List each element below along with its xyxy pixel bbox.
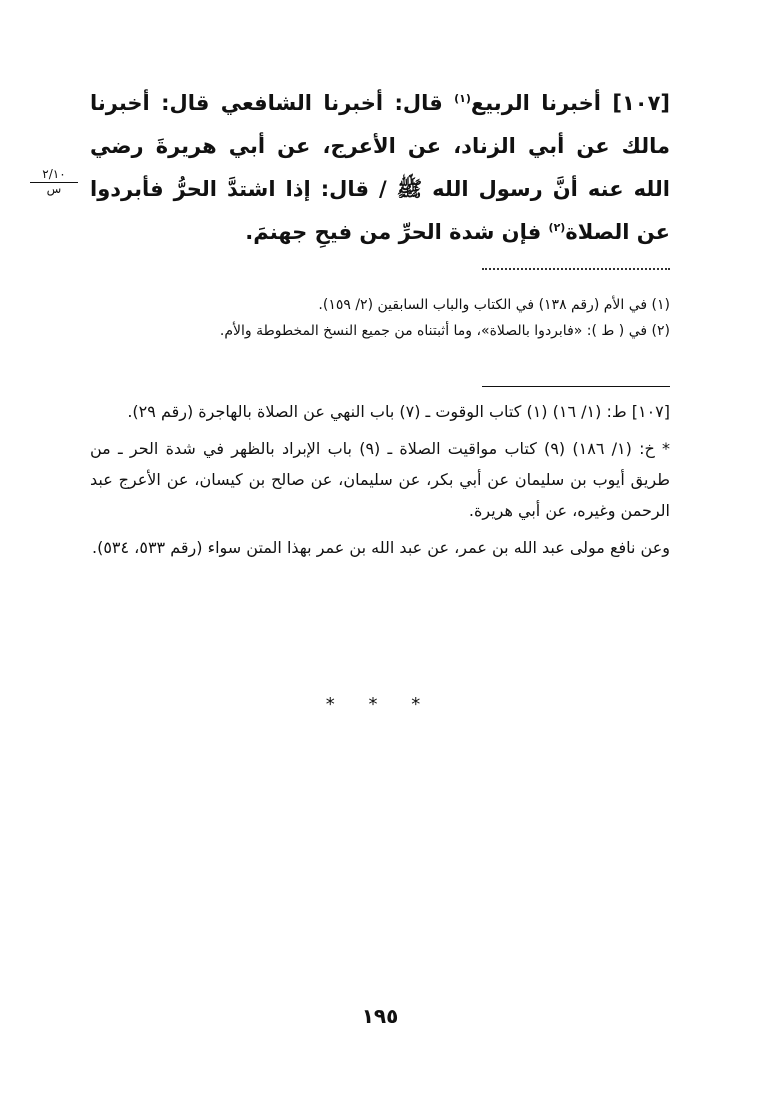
reference-nafi: وعن نافع مولى عبد الله بن عمر، عن عبد الله بن عمر بهذا المتن سواء (رقم ٥٣٣، ٥٣٤). bbox=[91, 538, 670, 557]
page-number: ١٩٥ bbox=[361, 1004, 399, 1028]
footnote-marker-2: (٢) bbox=[548, 221, 566, 234]
folio-letter: س bbox=[46, 182, 62, 196]
reference-bukhari: * خ: (١/ ١٨٦) (٩) كتاب مواقيت الصلاة ـ (٩) باب الإبراد بالظهر في شدة الحر ـ من طريق أيوب بن سليمان عن أبي بكر، عن سليمان، عن صالح بن كيسان، عن الأعرج عبد الرحمن وغيره، عن أبي هريرة. bbox=[90, 439, 671, 520]
references-rule bbox=[482, 386, 670, 387]
hadith-text bbox=[90, 82, 670, 254]
hadith-chain-and-text: قال: أخبرنا الشافعي قال: أخبرنا مالك عن أبي الزناد، عن الأعرج، عن أبي هريرةَ رضي الله عنه أنَّ رسول الله ﷺ / قال: إذا اشتدَّ الحرُّ فأبردوا عن الصلاة bbox=[90, 91, 670, 244]
manuscript-folio-note bbox=[30, 168, 78, 196]
footnote-separator-dots bbox=[482, 268, 670, 270]
hadith-paragraph bbox=[90, 82, 670, 254]
footnote-marker-1: (١) bbox=[454, 92, 471, 105]
reference-muwatta: [١٠٧] ط: (١/ ١٦) (١) كتاب الوقوت ـ (٧) باب النهي عن الصلاة بالهاجرة (رقم ٢٩). bbox=[127, 402, 670, 421]
footnotes bbox=[90, 292, 670, 344]
hadith-ending: فإن شدة الحرِّ من فيحِ جهنمَ. bbox=[245, 220, 542, 244]
takhrij-references bbox=[90, 396, 670, 569]
section-separator-stars: * * * bbox=[325, 694, 435, 715]
footnote-2: (٢) في ( ط ): «فابردوا بالصلاة»، وما أثبتناه من جميع النسخ المخطوطة والأم. bbox=[219, 323, 670, 339]
footnote-1: (١) في الأم (رقم ١٣٨) في الكتاب والباب السابقين (٢/ ١٥٩). bbox=[318, 297, 670, 313]
folio-fraction: ٢/١٠ bbox=[30, 168, 78, 183]
hadith-opening: [١٠٧] أخبرنا الربيع bbox=[470, 91, 671, 115]
